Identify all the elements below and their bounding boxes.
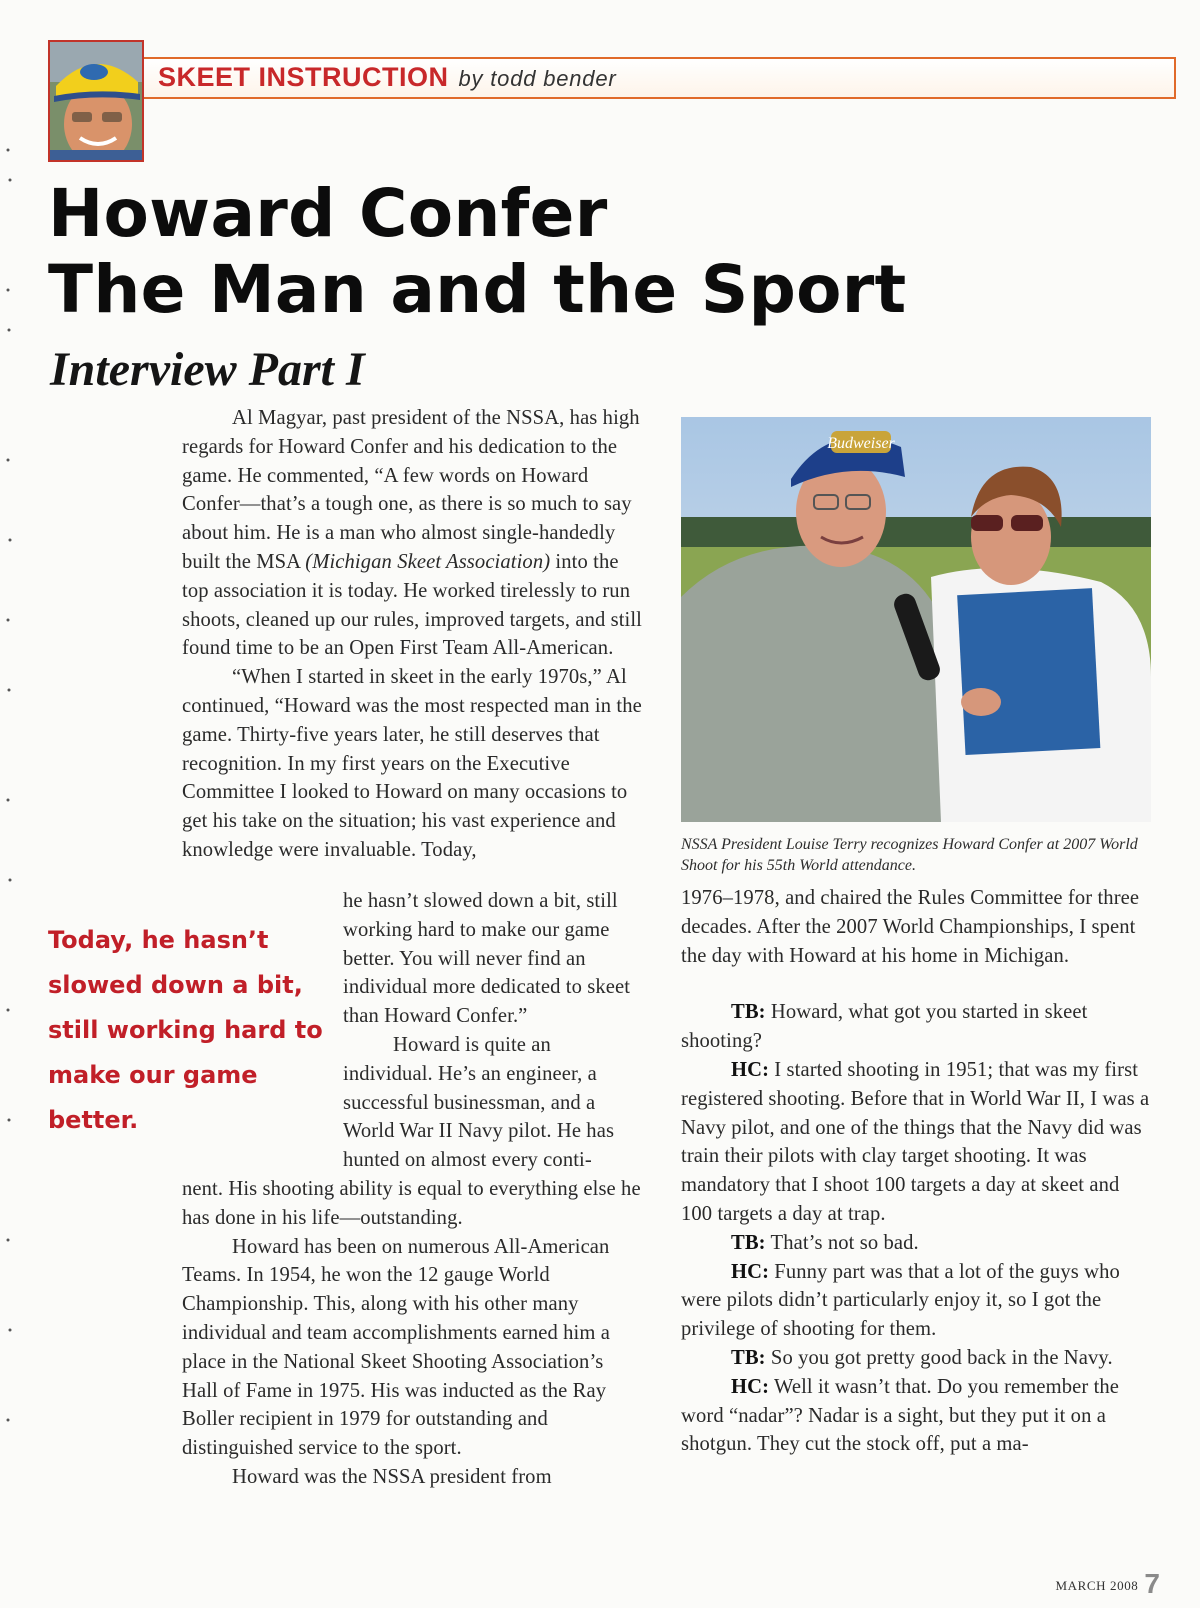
interview-question-1: TB: Howard, what got you started in skeet shooting? bbox=[681, 1001, 1088, 1053]
interview-question-3: TB: So you got pretty good back in the Navy. bbox=[731, 1346, 1113, 1369]
interview-question-2: TB: That’s not so bad. bbox=[731, 1231, 919, 1254]
paragraph-3: Howard is quite an individual. He’s an engineer, a successful businessman, and a World War II Navy pilot. He has hunted on almost every conti- bbox=[343, 1033, 615, 1172]
award-photo-image bbox=[681, 417, 1151, 822]
title-line-1: Howard Confer bbox=[48, 175, 608, 252]
paragraph-1: Al Magyar, past president of the NSSA, has high regards for Howard Confer and his dedication to the game. He commented, “A few words on Howard Confer—that’s a tough one, as there is so much to say about him. He is a man who almost single-handedly built the MSA (Michigan Skeet Association) into the top association it is today. He worked tirelessly to run shoots, cleaned up our rules, improved targets, and still found time to be an Open First Team All-American. bbox=[182, 407, 643, 660]
interview-answer-2: HC: Funny part was that a lot of the guys who were pilots didn’t particularly enjoy it, so I got the privilege of shooting for them. bbox=[681, 1260, 1120, 1341]
author-headshot bbox=[48, 40, 144, 162]
article-subtitle: Interview Part I bbox=[50, 343, 365, 396]
paragraph-4: Howard has been on numerous All-American Teams. In 1954, he won the 12 gauge World Championship. This, along with his other many individual and team accomplishments earned him a place in the National Skeet Shooting Association’s Hall of Fame in 1975. His was inducted as the Ray Boller recipient in 1979 for outstanding and distinguished service to the sport. bbox=[182, 1235, 610, 1460]
body-column-right bbox=[681, 884, 1151, 1459]
narrow-text-block bbox=[343, 887, 643, 1175]
body-column-left-top bbox=[182, 404, 642, 865]
paragraph-5: Howard was the NSSA president from bbox=[232, 1465, 552, 1488]
article-photo bbox=[681, 417, 1151, 822]
body-column-left-bottom bbox=[182, 887, 642, 1492]
interview-answer-3: HC: Well it wasn’t that. Do you remember the word “nadar”? Nadar is a sight, but they put it on a shotgun. They cut the stock off, put a ma- bbox=[681, 1375, 1120, 1456]
paragraph-2: “When I started in skeet in the early 1970s,” Al continued, “Howard was the most respected man in the game. Thirty-five years later, he still deserves that recognition. In my first years on the Executive Committee I looked to Howard on many occasions to get his take on the situation; his vast experience and knowledge were invaluable. Today, bbox=[182, 666, 642, 861]
interview-answer-1: HC: I started shooting in 1951; that was my first registered shooting. Before that in World War II, I was a Navy pilot, and one of the things that the Navy did was train their pilots with clay target shooting. It was mandatory that I shoot 100 targets a day at skeet and 100 targets a day at trap. bbox=[681, 1058, 1150, 1225]
section-title: SKEET INSTRUCTION by todd bender bbox=[158, 62, 617, 92]
scan-margin-marks bbox=[0, 120, 24, 1520]
title-line-2: The Man and the Sport bbox=[48, 251, 907, 328]
page-footer bbox=[1055, 1568, 1160, 1600]
page-number: 7 bbox=[1144, 1568, 1160, 1599]
paragraph-gap bbox=[681, 970, 1151, 998]
paragraph-2-continued: he hasn’t slowed down a bit, still working hard to make our game better. You will never find an individual more dedicated to skeet than Howard Confer.” bbox=[343, 890, 631, 1028]
photo-caption: NSSA President Louise Terry recognizes Howard Confer at 2007 World Shoot for his 55th World attendance. bbox=[681, 836, 1138, 874]
pull-quote: Today, he hasn’t slowed down a bit, still working hard to make our game better. bbox=[48, 926, 323, 1134]
issue-date: MARCH 2008 bbox=[1055, 1578, 1139, 1593]
author-byline: by todd bender bbox=[458, 66, 617, 91]
article-title bbox=[48, 176, 906, 328]
paragraph-3-continued: nent. His shooting ability is equal to everything else he has done in his life—outstanding. bbox=[182, 1177, 641, 1229]
section-header-band bbox=[144, 57, 1176, 99]
author-portrait-image bbox=[50, 42, 142, 160]
cap-logo-text: Budweiser bbox=[827, 435, 895, 452]
paragraph-continued-right: 1976–1978, and chaired the Rules Committee for three decades. After the 2007 World Championships, I spent the day with Howard at his home in Michigan. bbox=[681, 887, 1140, 967]
